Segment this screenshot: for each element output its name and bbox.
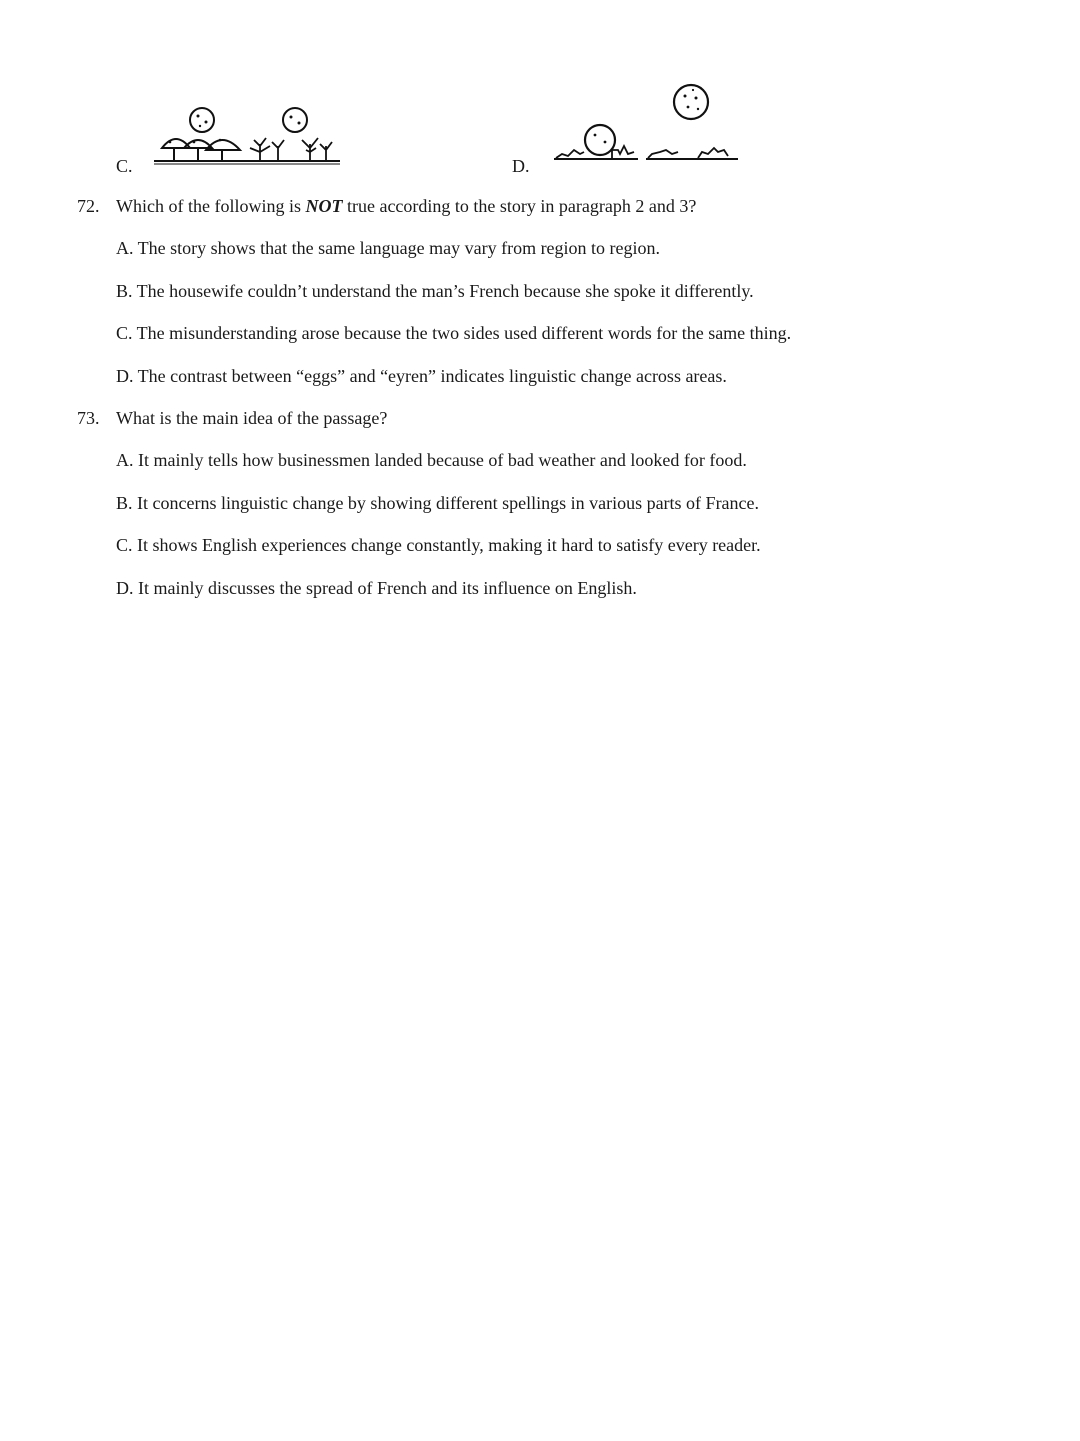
picture-option-c-label: C. bbox=[116, 156, 133, 176]
question-stem: What is the main idea of the passage? bbox=[116, 408, 388, 428]
bare-tree-icon bbox=[250, 138, 332, 160]
sun-icon bbox=[585, 125, 615, 155]
q73-option-b: B. It concerns linguistic change by showing different spellings in various parts of France. bbox=[116, 493, 760, 513]
q73-option-d: D. It mainly discusses the spread of French and its influence on English. bbox=[116, 578, 637, 598]
sun-icon bbox=[674, 85, 708, 119]
q72-option-d: D. The contrast between “eggs” and “eyren” indicates linguistic change across areas. bbox=[116, 366, 727, 386]
picture-option-c bbox=[150, 100, 345, 168]
picture-option-d-label: D. bbox=[512, 156, 530, 176]
tree-clump-icon bbox=[162, 139, 240, 160]
question-72 bbox=[0, 195, 1080, 217]
sun-icon bbox=[190, 108, 214, 132]
q72-option-a: A. The story shows that the same language may vary from region to region. bbox=[116, 238, 661, 258]
q73-option-a: A. It mainly tells how businessmen landed because of bad weather and looked for food. bbox=[116, 450, 747, 470]
question-number: 72. bbox=[77, 196, 100, 216]
village-skyline-icon bbox=[556, 146, 728, 158]
question-stem: Which of the following is NOT true according to the story in paragraph 2 and 3? bbox=[116, 196, 697, 216]
picture-option-d bbox=[548, 80, 743, 168]
q73-option-c: C. It shows English experiences change constantly, making it hard to satisfy every reader. bbox=[116, 535, 761, 555]
question-73 bbox=[0, 407, 1080, 429]
q72-option-b: B. The housewife couldn’t understand the man’s French because she spoke it differently. bbox=[116, 281, 754, 301]
question-number: 73. bbox=[77, 408, 100, 428]
sun-icon bbox=[283, 108, 307, 132]
emphasis-not: NOT bbox=[305, 196, 343, 216]
q72-option-c: C. The misunderstanding arose because the two sides used different words for the same thing. bbox=[116, 323, 792, 343]
